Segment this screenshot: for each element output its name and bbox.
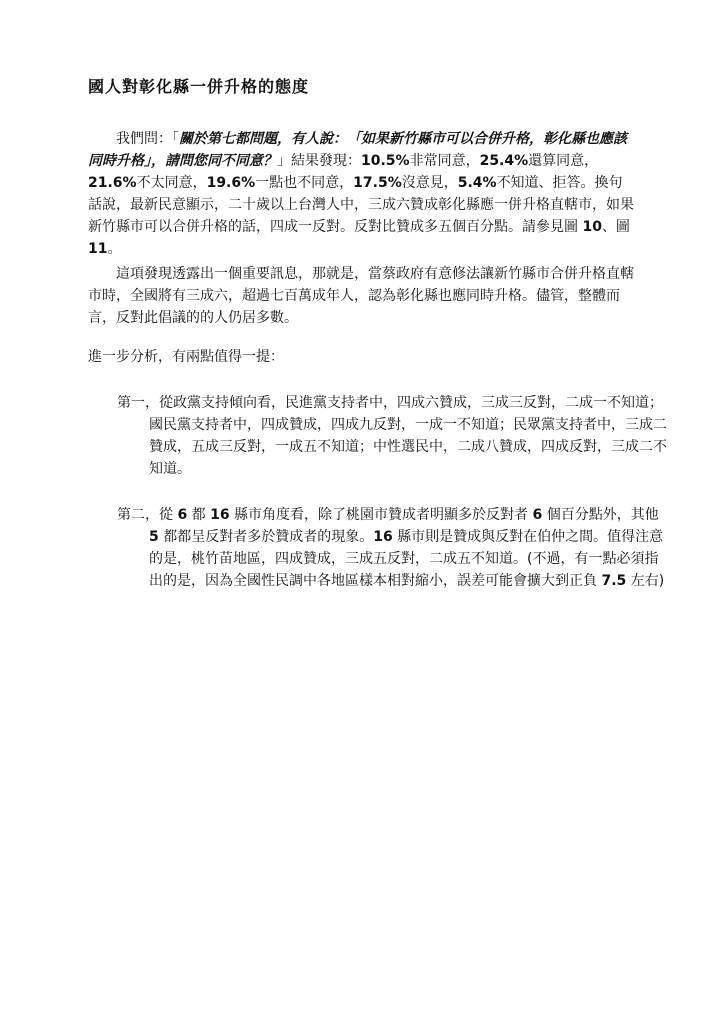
text-run: 非常同意， — [409, 153, 480, 169]
stat-value: 25.4% — [479, 153, 529, 169]
stat-value: 5 — [149, 529, 159, 545]
text-run: 左右) — [626, 573, 665, 589]
text-run: 。 — [107, 241, 122, 257]
stat-value: 10.5% — [361, 153, 410, 169]
stat-value: 16 — [373, 529, 393, 545]
paragraph-survey-results — [88, 128, 636, 260]
text-run: 個百分點外，其他 — [542, 507, 659, 523]
survey-question: 關於第七都問題，有人說：「如果新竹縣市可以合併升格，彰化縣也應該同時升格」，請問您同不同意？ — [88, 131, 627, 169]
paragraph-implication: 這項發現透露出一個重要訊息，那就是，當蔡政府有意修法讓新竹縣市合併升格直轄市時，全國將有三成六，超過七百萬成年人，認為彰化縣也應同時升格。儘管，整體而言，反對此倡議的的人仍居多數。 — [88, 266, 634, 326]
figure-number: 10 — [582, 219, 602, 235]
paragraph-further-analysis: 進一步分析，有兩點值得一提： — [88, 349, 284, 365]
text-run: 都都呈反對者多於贊成者的現象。 — [158, 529, 374, 545]
stat-value: 19.6% — [206, 175, 256, 191]
text-run: 都 — [187, 507, 211, 523]
text-run: 縣市角度看，除了桃園市贊成者明顯多於反對者 — [229, 507, 533, 523]
text-run: 一點也不同意， — [255, 175, 354, 191]
stat-value: 17.5% — [353, 175, 402, 191]
text-run: 還算同意， — [528, 153, 599, 169]
text-run: 」結果發現： — [277, 153, 361, 169]
text-run: 不知道、拒答。換句話說，最新民意顯示，二十歲以上台灣人中，三成六贊成彰化縣應一併升格直轄市，如果新竹縣市可以合併升格的話，四成一反對。反對比贊成多五個百分點。請參見圖 — [88, 175, 634, 235]
stat-value: 6 — [177, 507, 188, 523]
stat-value: 7.5 — [601, 573, 627, 589]
page-title: 國人對彰化縣一併升格的態度 — [88, 77, 310, 96]
stat-value: 5.4% — [457, 175, 497, 191]
stat-value: 6 — [532, 507, 543, 523]
figure-number: 11 — [88, 241, 108, 257]
text-run: 我們問：「 — [116, 131, 179, 147]
list-item-region-analysis — [117, 504, 669, 592]
text-run: 不太同意， — [136, 175, 207, 191]
text-run: 第二，從 — [117, 507, 178, 523]
text-run: 、圖 — [601, 219, 630, 235]
text-run: 沒意見， — [401, 175, 458, 191]
stat-value: 21.6% — [88, 175, 137, 191]
list-item-party-analysis: 第一，從政黨支持傾向看，民進黨支持者中，四成六贊成，三成三反對，二成一不知道；國民黨支持者中，四成贊成，四成九反對，一成一不知道；民眾黨支持者中，三成二贊成，五成三反對，一成五不知道；中性選民中，二成八贊成，四成反對，三成二不知道。 — [117, 395, 667, 477]
stat-value: 16 — [210, 507, 230, 523]
text-run: 縣市則是贊成與反對在伯仲之間。值得注意的是，桃竹苗地區，四成贊成，三成五反對，二成五不知道。(不過，有一點必須指出的是，因為全國性民調中各地區樣本相對縮小，誤差可能會擴大到正負 — [149, 529, 664, 589]
